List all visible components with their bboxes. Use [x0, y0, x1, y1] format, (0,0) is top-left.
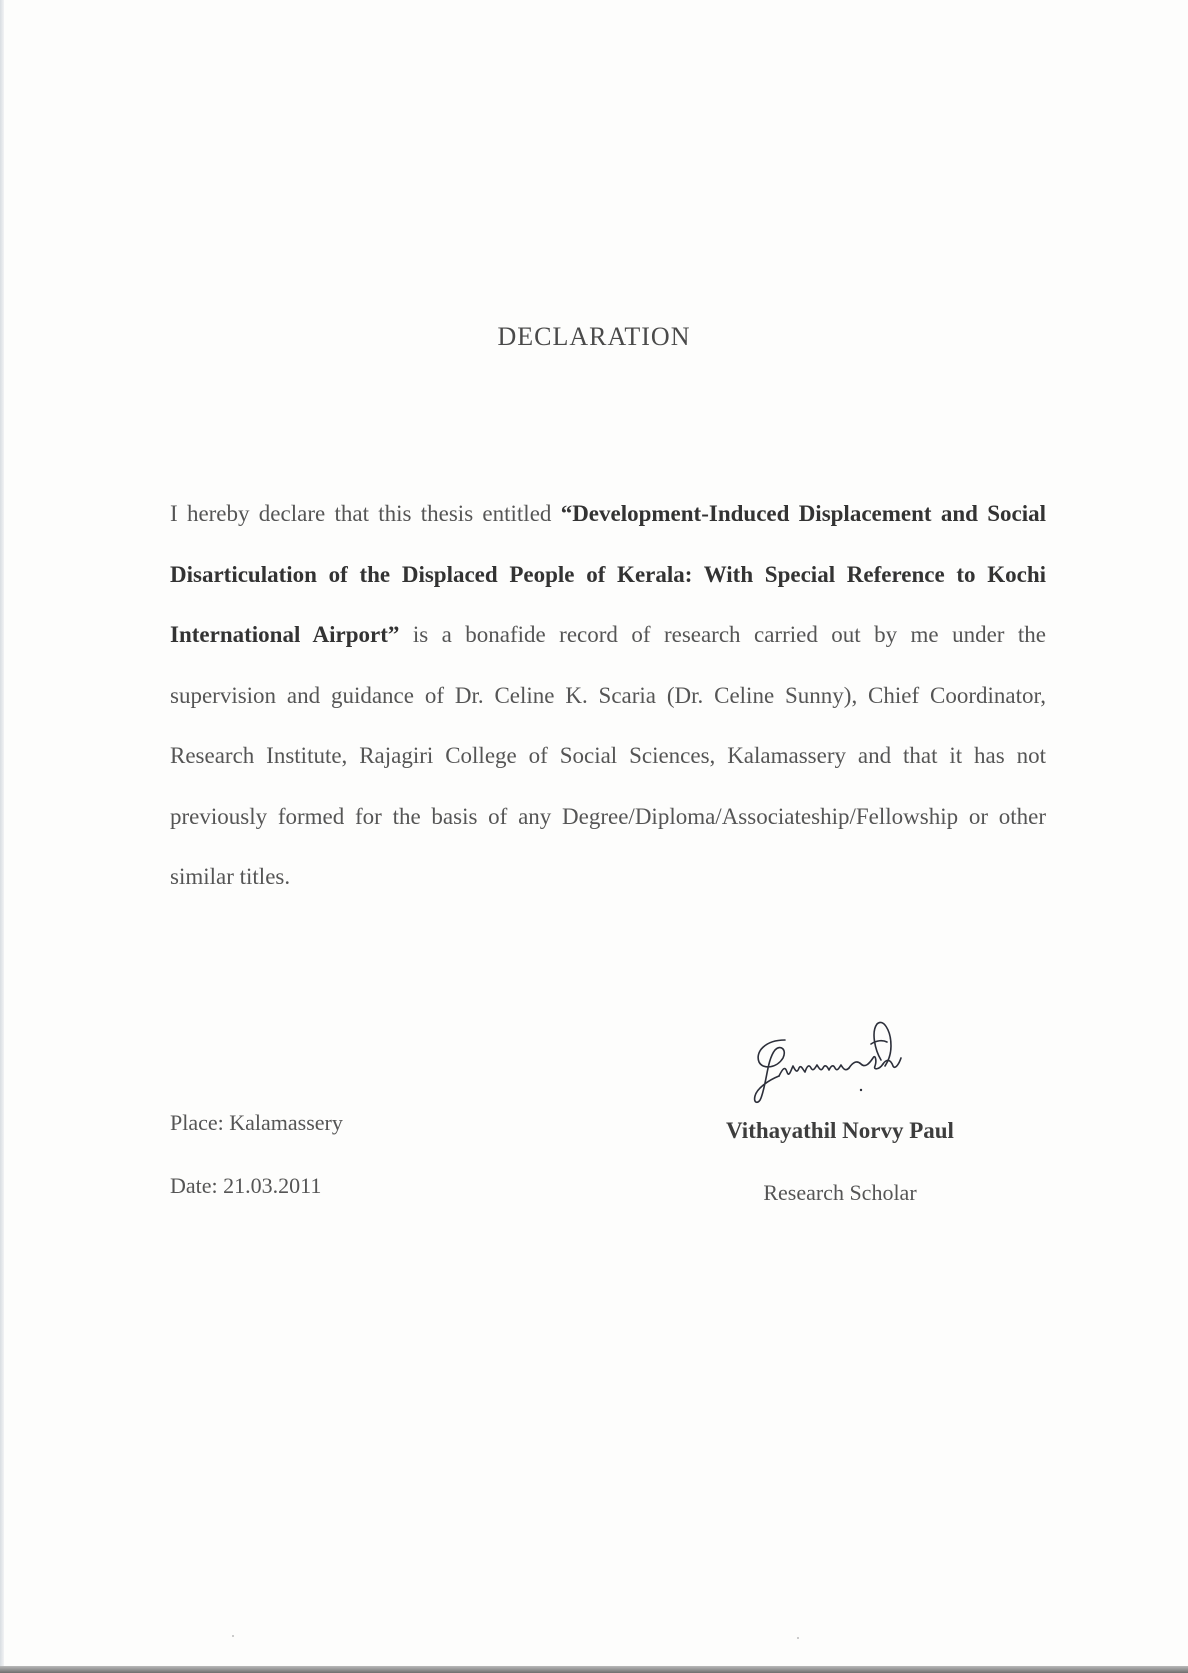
declaration-rest: is a bonafide record of research carried out by me under the supervision and guidance of Dr. Celine K. Scaria (Dr. Celine Sunny), Chief Coordinator, Research Institute, Rajagiri College of Social Sciences, Kalamassery and that it has not previously formed for the basis of any Degree/Diploma/Associateship/Fellowship or other similar titles.: [170, 622, 1046, 889]
scan-speck: [232, 1635, 234, 1637]
date-line: Date: 21.03.2011: [170, 1173, 322, 1198]
thesis-title: “Development-Induced Displacement and Social Disarticulation of the Displaced People of Kerala: With Special Reference to Kochi International Airport”: [170, 501, 1046, 647]
signer-role: Research Scholar: [763, 1180, 917, 1205]
declaration-paragraph: [170, 484, 1046, 908]
scan-speck: [797, 1637, 799, 1639]
place-line: Place: Kalamassery: [170, 1110, 343, 1135]
signer-name: Vithayathil Norvy Paul: [726, 1118, 954, 1143]
declaration-intro: I hereby declare that this thesis entitled: [170, 501, 561, 526]
page-title: DECLARATION: [497, 322, 691, 351]
scan-bottom-edge: [0, 1666, 1188, 1673]
scan-left-edge: [0, 0, 4, 1673]
signature-image: [745, 1010, 925, 1110]
